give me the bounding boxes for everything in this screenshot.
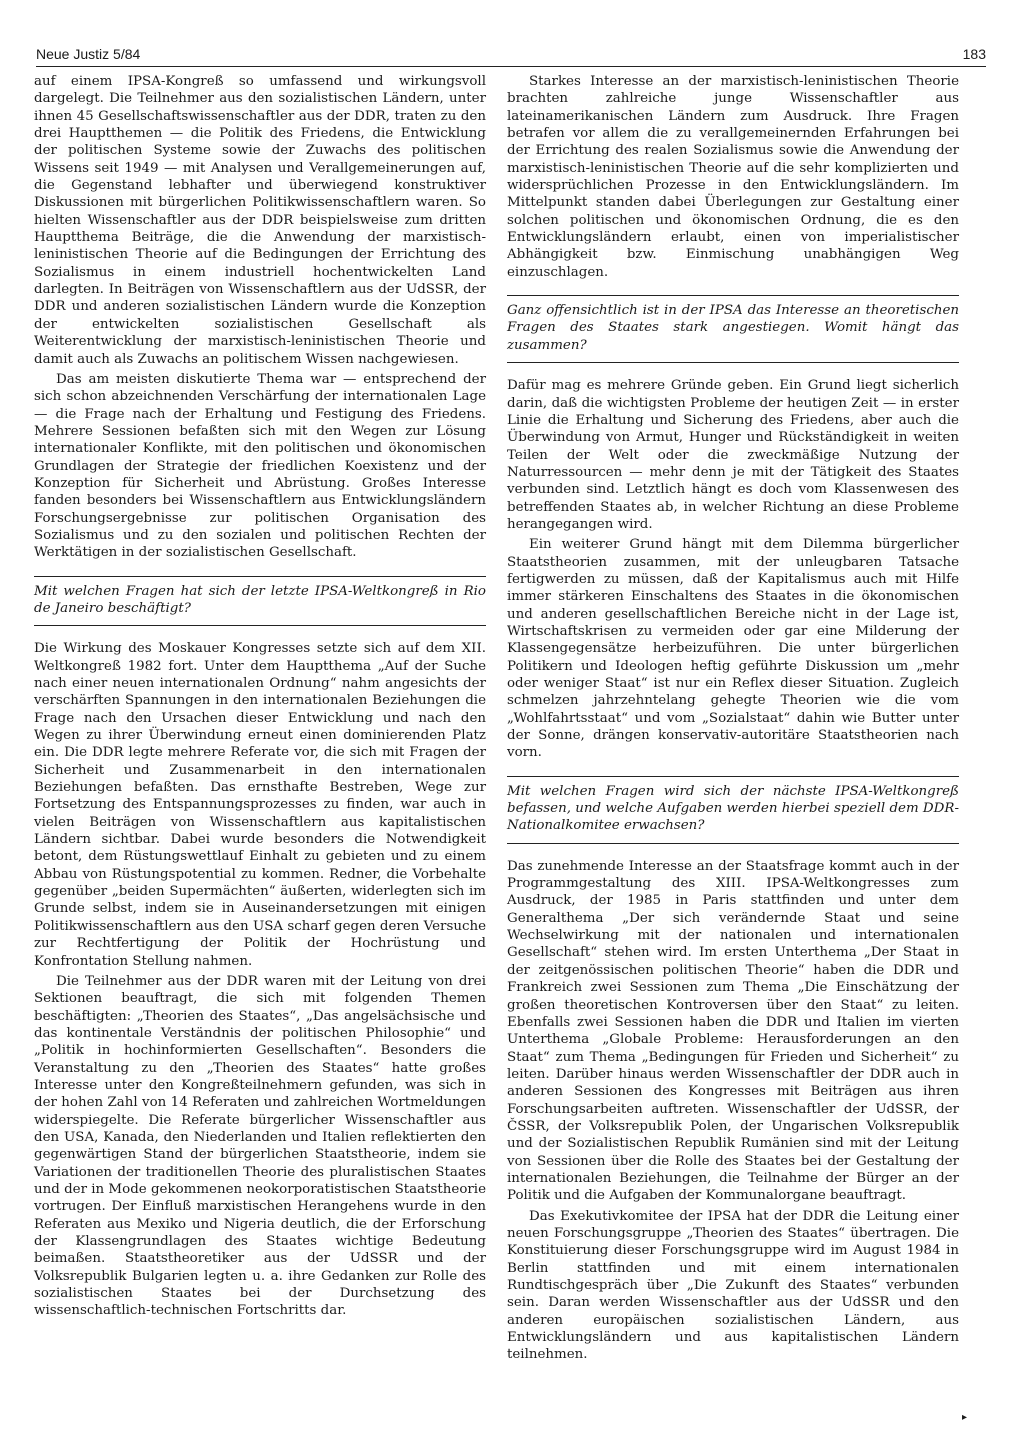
paragraph: Die Teilnehmer aus der DDR waren mit der Leitung von drei Sektionen beauftragt, die sich mit folgenden Themen beschäftigten: „Theorien des Staates“, „Das angelsächsische und das kontinentale Verständnis der politischen Philosophie“ und „Politik in hochinformierten Gesellschaften“. Besonders die Veranstaltung zu den „Theorien des Staates“ hatte großes Interesse unter den Kongreßteilnehmern gefunden, was sich in der hohen Zahl von 14 Referaten und zahlreichen Wortmeldungen widerspiegelte. Die Referate bürgerlicher Wissenschaftler aus den USA, Kanada, den Niederlanden und Italien reflektierten den gegenwärtigen Stand der bürgerlichen Staatstheorie, indem sie Variationen der traditionellen Theorie des pluralistischen Staates und der in Mode gekommenen neokorporatistischen Staatstheorie vortrugen. Der Einfluß marxistischen Herangehens wurde in den Referaten aus Mexiko und Nigeria deutlich, die der Erforschung der Klassengrundlagen des Staates wichtige Bedeutung beimaßen. Staatstheoretiker aus der UdSSR und der Volksrepublik Bulgarien legten u. a. ihre Gedanken zur Rolle des sozialistischen Staates bei der Durchsetzung des wissenschaftlich-technischen Fortschritts dar. <box>34 973 486 1319</box>
right-column <box>507 73 959 1364</box>
paragraph: Ein weiterer Grund hängt mit dem Dilemma bürgerlicher Staatstheorien zusammen, mit der unleugbaren Tatsache fertigwerden zu müssen, daß der Kapitalismus auch mit Hilfe immer stärkeren Einschaltens des Staates in die ökonomischen und anderen gesellschaftlichen Bereiche nicht in der Lage ist, Wirtschaftskrisen zu vermeiden oder gar eine Milderung der Klassengegensätze herbeizuführen. Die unter bürgerlichen Politikern und Ideologen heftig geführte Diskussion um „mehr oder weniger Staat“ ist nur ein Reflex dieser Situation. Zugleich schmelzen jahrzehntelang gehegte Theorien wie die vom „Wohlfahrtsstaat“ und vom „Sozialstaat“ dahin wie Butter unter der Sonne, drängen konservativ-autoritäre Staatstheorien nach vorn. <box>507 537 959 761</box>
page-header <box>36 44 986 67</box>
paragraph: Das Exekutivkomitee der IPSA hat der DDR die Leitung einer neuen Forschungsgruppe „Theorien des Staates“ übertragen. Die Konstituierung dieser Forschungsgruppe wird im August 1984 in Berlin stattfinden und mit einem internationalen Rundtischgespräch über „Die Zukunft des Staates“ verbunden sein. Daran werden Wissenschaftler aus der UdSSR und den anderen europäischen sozialistischen Ländern, aus Entwicklungsländern und aus kapitalistischen Ländern teilnehmen. <box>507 1208 959 1363</box>
continuation-mark-icon: ▸ <box>962 1412 968 1423</box>
interview-question: Mit welchen Fragen hat sich der letzte IPSA-Weltkongreß in Rio de Janeiro beschäftigt? <box>34 576 486 627</box>
left-column <box>34 73 486 1320</box>
paragraph: Das am meisten diskutierte Thema war — entsprechend der sich schon abzeichnenden Verschärfung der internationalen Lage — die Frage nach der Erhaltung und Festigung des Friedens. Mehrere Sessionen befaßten sich mit den Wegen zur Lösung internationaler Konflikte, mit den politischen und ökonomischen Grundlagen der Strategie der friedlichen Koexistenz und der Konzeption für Sicherheit und Abrüstung. Großes Interesse fanden besonders bei Wissenschaftlern aus Entwicklungsländern Forschungsergebnisse zur politischen Organisation des Sozialismus und zu den sozialen und politischen Rechten der Werktätigen in der sozialistischen Gesellschaft. <box>34 371 486 561</box>
paragraph: Dafür mag es mehrere Gründe geben. Ein Grund liegt sicherlich darin, daß die wichtigsten Probleme der heutigen Zeit — in erster Linie die Erhaltung und Sicherung des Friedens, aber auch die Überwindung von Armut, Hunger und Rückständigkeit in weiten Teilen der Welt oder die zweckmäßige Nutzung der Naturressourcen — mehr denn je mit der Tätigkeit des Staates verbunden sind. Letztlich hängt es doch vom Klassenwesen des betreffenden Staates ab, in welcher Richtung an diese Probleme herangegangen wird. <box>507 378 959 532</box>
paragraph: Die Wirkung des Moskauer Kongresses setzte sich auf dem XII. Weltkongreß 1982 fort. Unter dem Hauptthema „Auf der Suche nach einer neuen internationalen Ordnung“ nahm angesichts der verschärften Spannungen in den internationalen Beziehungen die Frage nach den Ursachen dieser Entwicklung und nach den Wegen zu ihrer Überwindung erneut einen dominierenden Platz ein. Die DDR legte mehrere Referate vor, die sich mit Fragen der Sicherheit und Zusammenarbeit in den internationalen Beziehungen befaßten. Das ernsthafte Bestreben, Wege zur Fortsetzung des Entspannungsprozesses zu finden, war auch in vielen Beiträgen von Wissenschaftlern aus kapitalistischen Ländern sichtbar. Dabei wurde besonders die Notwendigkeit betont, dem Rüstungswettlauf Einhalt zu gebieten und zu einem Abbau von Rüstungspotential zu kommen. Redner, die Vorbehalte gegenüber „beiden Supermächten“ äußerten, widerlegten sich im Grunde selbst, indem sie in Auseinandersetzungen mit einigen Politikwissenschaftlern aus den USA scharf gegen deren Versuche zur Rechtfertigung der Politik der Hochrüstung und Konfrontation Stellung nahmen. <box>34 641 486 969</box>
paragraph: auf einem IPSA-Kongreß so umfassend und wirkungsvoll dargelegt. Die Teilnehmer aus den sozialistischen Ländern, unter ihnen 45 Gesellschaftswissenschaftler aus der DDR, traten zu den drei Hauptthemen — die Politik des Friedens, die Entwicklung der politischen Systeme sowie der Zuwachs des politischen Wissens seit 1949 — mit Analysen und Verallgemeinerungen auf, die Gegenstand lebhafter und überwiegend konstruktiver Diskussionen mit bürgerlichen Politikwissenschaftlern waren. So hielten Wissenschaftler aus der DDR beispielsweise zum dritten Hauptthema Beiträge, die die Anwendung der marxistisch-leninistischen Theorie auf die Bedingungen der Errichtung des Sozialismus in einem industriell hochentwickelten Land darlegten. In Beiträgen von Wissenschaftlern aus der UdSSR, der DDR und anderen sozialistischen Ländern wurde die Konzeption der entwickelten sozialistischen Gesellschaft als Weiterentwicklung der marxistisch-leninistischen Theorie und damit auch als Zuwachs an politischem Wissen nachgewiesen. <box>34 74 486 367</box>
journal-issue: Neue Justiz 5/84 <box>36 46 141 62</box>
interview-question: Mit welchen Fragen wird sich der nächste IPSA-Weltkongreß befassen, und welche Aufgaben werden hierbei speziell dem DDR-Nationalkomitee erwachsen? <box>507 776 959 844</box>
interview-question: Ganz offensichtlich ist in der IPSA das Interesse an theoretischen Fragen des Staates stark angestiegen. Womit hängt das zusammen? <box>507 295 959 363</box>
paragraph: Das zunehmende Interesse an der Staatsfrage kommt auch in der Programmgestaltung des XIII. IPSA-Weltkongresses zum Ausdruck, der 1985 in Paris stattfinden und unter dem Generalthema „Der sich verändernde Staat und seine Wechselwirkung mit der nationalen und internationalen Gesellschaft“ stehen wird. Im ersten Unterthema „Der Staat in der zeitgenössischen politischen Theorie“ haben die DDR und Frankreich zwei Sessionen zum Thema „Die Einschätzung der großen theoretischen Kontroversen über den Staat“ zu leiten. Ebenfalls zwei Sessionen haben die DDR und Italien im vierten Unterthema „Globale Probleme: Herausforderungen an den Staat“ zum Thema „Bedingungen für Frieden und Sicherheit“ zu leiten. Darüber hinaus werden Wissenschaftler der DDR auch in anderen Sessionen des Kongresses mit Beiträgen aus ihren Forschungsarbeiten auftreten. Wissenschaftler der UdSSR, der ČSSR, der Volksrepublik Polen, der Ungarischen Volksrepublik und der Sozialistischen Republik Rumänien sind mit der Leitung von Sessionen über die Rolle des Staates bei der Gestaltung der internationalen Beziehungen, die Teilnahme der Bürger an der Politik und die Aufgaben der Kommunalorgane beauftragt. <box>507 858 959 1204</box>
paragraph: Starkes Interesse an der marxistisch-leninistischen Theorie brachten zahlreiche junge Wissenschaftler aus lateinamerikanischen Ländern zum Ausdruck. Ihre Fragen betrafen vor allem die zu verallgemeinernden Erfahrungen bei der Errichtung des realen Sozialismus sowie die Anwendung der marxistisch-leninistischen Theorie auf die sehr komplizierten und widersprüchlichen Prozesse in den Entwicklungsländern. Im Mittelpunkt standen dabei Überlegungen zur Gestaltung einer solchen politischen und ökonomischen Ordnung, die es den Entwicklungsländern erlaubt, einen von imperialistischer Abhängigkeit bzw. Einmischung unabhängigen Weg einzuschlagen. <box>507 74 959 280</box>
page-number: 183 <box>962 46 986 62</box>
